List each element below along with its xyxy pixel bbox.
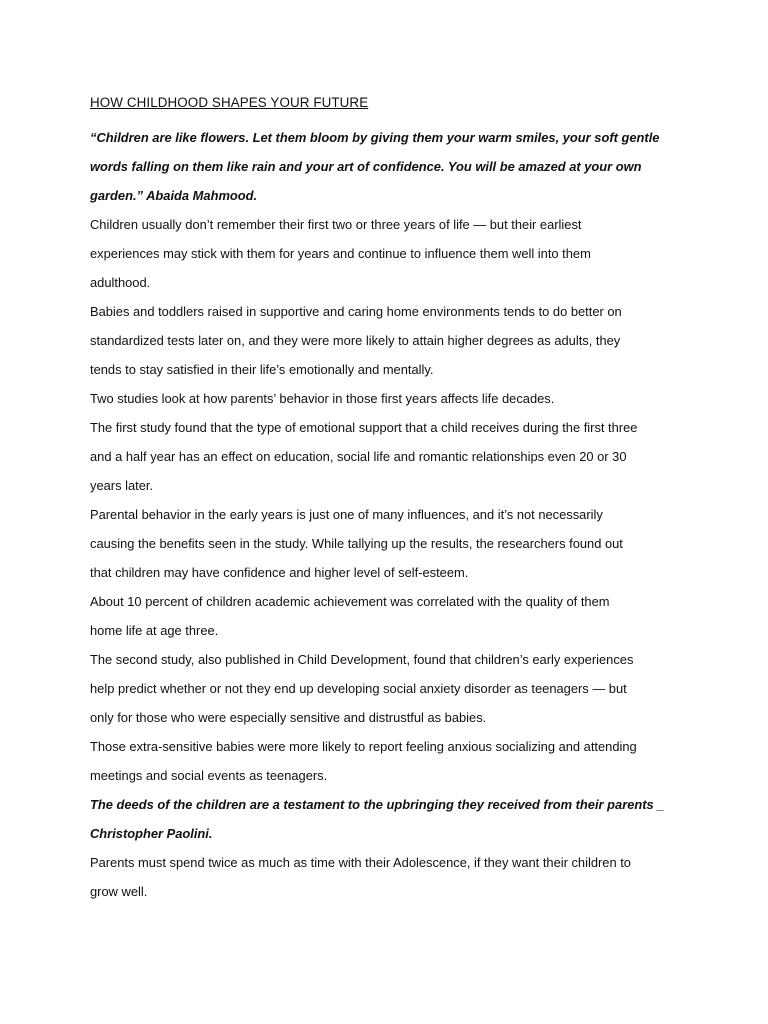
body-paragraph	[90, 645, 650, 732]
document-body	[90, 92, 665, 906]
paragraph-line: and a half year has an effect on education, social life and romantic relationships even 20 or 30	[90, 449, 627, 464]
paragraph-line: garden.” Abaida Mahmood.	[90, 188, 258, 203]
paragraph-line: adulthood.	[90, 275, 151, 290]
body-paragraph	[90, 587, 650, 645]
paragraph-line: only for those who were especially sensitive and distrustful as babies.	[90, 710, 487, 725]
body-paragraph	[90, 413, 650, 500]
paragraph-line: The second study, also published in Child Development, found that children’s early experiences	[90, 652, 634, 667]
paragraph-line: Children usually don’t remember their first two or three years of life — but their earliest	[90, 217, 582, 232]
body-paragraph	[90, 210, 650, 297]
paragraph-line: grow well.	[90, 884, 148, 899]
paragraph-line: home life at age three.	[90, 623, 219, 638]
paragraph-line: experiences may stick with them for years and continue to influence them well into them	[90, 246, 591, 261]
paragraph-line: Those extra-sensitive babies were more likely to report feeling anxious socializing and attending	[90, 739, 637, 754]
paragraph-line: “Children are like flowers. Let them bloom by giving them your warm smiles, your soft gentle	[90, 130, 660, 145]
paragraph-list	[90, 123, 665, 906]
body-paragraph	[90, 848, 650, 906]
body-paragraph	[90, 500, 650, 587]
paragraph-line: About 10 percent of children academic achievement was correlated with the quality of them	[90, 594, 610, 609]
paragraph-line: words falling on them like rain and your art of confidence. You will be amazed at your own	[90, 159, 642, 174]
paragraph-line: standardized tests later on, and they were more likely to attain higher degrees as adults, they	[90, 333, 621, 348]
body-paragraph	[90, 384, 650, 413]
body-paragraph	[90, 297, 650, 384]
paragraph-line: The deeds of the children are a testament to the upbringing they received from their parents _	[90, 797, 665, 812]
document-title: HOW CHILDHOOD SHAPES YOUR FUTURE	[90, 95, 369, 110]
quote-paragraph	[90, 123, 660, 210]
paragraph-line: Two studies look at how parents’ behavior in those first years affects life decades.	[90, 391, 555, 406]
body-paragraph	[90, 732, 650, 790]
paragraph-line: meetings and social events as teenagers.	[90, 768, 328, 783]
paragraph-line: years later.	[90, 478, 154, 493]
paragraph-line: help predict whether or not they end up developing social anxiety disorder as teenagers — but	[90, 681, 627, 696]
paragraph-line: Christopher Paolini.	[90, 826, 213, 841]
paragraph-line: Babies and toddlers raised in supportive and caring home environments tends to do better on	[90, 304, 622, 319]
paragraph-line: that children may have confidence and higher level of self-esteem.	[90, 565, 469, 580]
quote-paragraph	[90, 790, 665, 848]
paragraph-line: The first study found that the type of emotional support that a child receives during the first three	[90, 420, 638, 435]
paragraph-line: Parental behavior in the early years is just one of many influences, and it’s not necessarily	[90, 507, 603, 522]
paragraph-line: causing the benefits seen in the study. While tallying up the results, the researchers found out	[90, 536, 623, 551]
paragraph-line: Parents must spend twice as much as time with their Adolescence, if they want their children to	[90, 855, 631, 870]
paragraph-line: tends to stay satisfied in their life’s emotionally and mentally.	[90, 362, 434, 377]
